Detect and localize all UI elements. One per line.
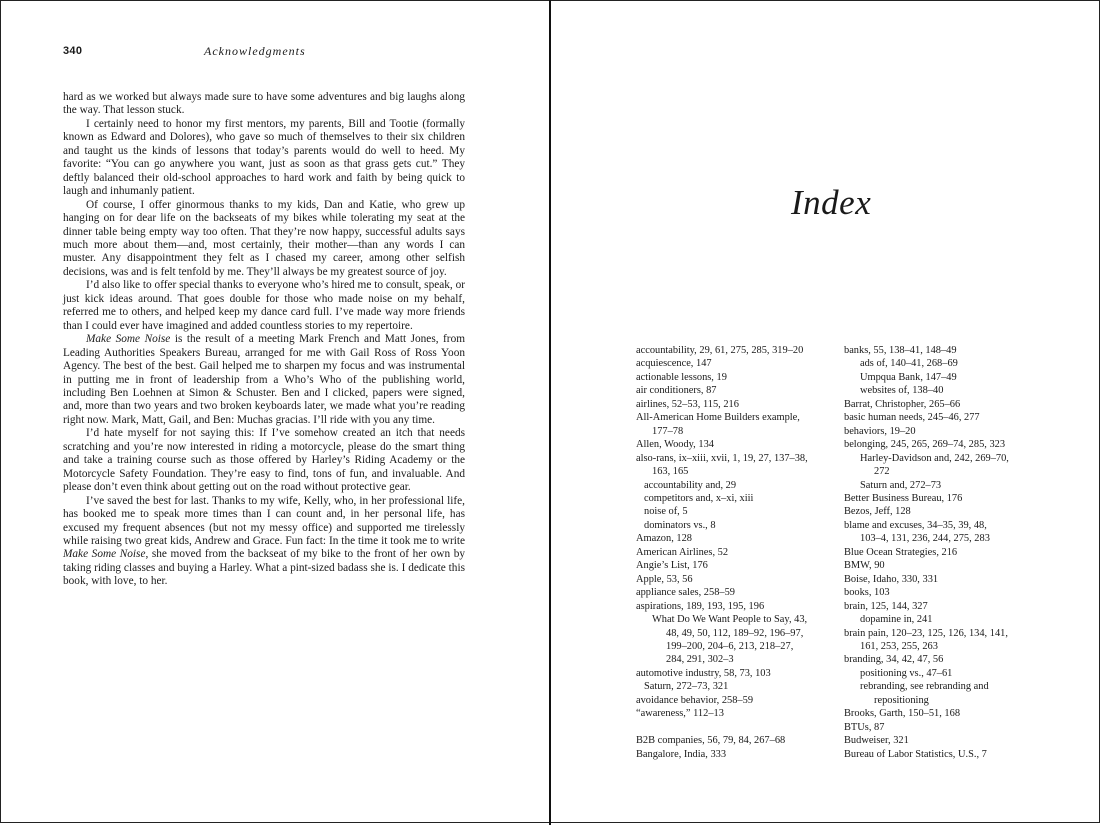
index-entry-text: automotive industry, 58, 73, 103 [636,667,771,679]
index-entry [844,573,1040,586]
paragraph-text: I’d also like to offer special thanks to everyone who’s hired me to consult, speak, or just kick ideas around. That goes double for those who made noise on my behalf, referred me to others, and helped keep my dance card full. I’ve made way more friends than I could ever have imagined and added countless stories to my repertoire. [63,279,465,332]
index-entry [844,627,1040,654]
paragraph-text: Of course, I offer ginormous thanks to my kids, Dan and Katie, who grew up hanging on for dear life on the backseats of my bikes while tolerating my seat at the dinner table being empty way too often. That they’re now happy, successful adults says much more about them—and, most certainly, their mother—than any words I can muster. Any disappointment they felt as I chased my career, among other selfish decisions, was and is felt tenfold by me. They’ll always be my greatest source of joy. [63,198,465,278]
index-entry-text: also-rans, ix–xiii, xvii, 1, 19, 27, 137–38, [636,452,808,464]
index-subentry [844,680,1040,707]
index-entry-text: accountability, 29, 61, 275, 285, 319–20 [636,345,804,356]
index-title: Index [791,183,872,222]
index-entry [636,586,836,599]
index-column-left [636,344,836,761]
index-entry-text: Allen, Woody, 134 [636,439,714,451]
index-entry-text: What Do We Want People to Say, 43, [652,614,808,626]
index-subentry [636,680,836,693]
index-entry-text: American Airlines, 52 [636,546,729,558]
index-subentry [844,357,1040,370]
index-entry-text: noise of, 5 [644,506,688,518]
index-entry [844,721,1040,734]
index-entry-text: Angie’s List, 176 [636,560,708,572]
index-entry-text: actionable lessons, 19 [636,371,727,383]
acknowledgments-body [63,91,465,589]
index-subentry [636,519,836,532]
index-entry [636,371,836,384]
index-entry-text: blame and excuses, 34–35, 39, 48, [844,519,987,531]
index-entry-text: acquiescence, 147 [636,358,712,370]
index-entry [844,748,1040,761]
index-entry-text: Saturn, 272–73, 321 [644,681,729,693]
index-entry [636,411,836,438]
index-entry [844,707,1040,720]
index-entry-text: banks, 55, 138–41, 148–49 [844,345,957,356]
index-subentry [844,384,1040,397]
paragraph-text: hard as we worked but always made sure to have some adventures and big laughs along the way. That lesson stuck. [63,91,465,117]
index-entry-text: appliance sales, 258–59 [636,587,735,599]
index-subentry [844,613,1040,626]
index-column-right [844,344,1040,761]
index-entry-text: air conditioners, 87 [636,385,717,397]
index-entry-text: Brooks, Garth, 150–51, 168 [844,708,961,720]
index-entry [844,411,1040,424]
index-subentry [636,613,836,667]
index-entry-text: 284, 291, 302–3 [666,654,734,666]
paragraph-text: I certainly need to honor my first mentors, my parents, Bill and Tootie (formally known as Edward and Dolores), who gave so much of themselves to their six children and taught us the kinds of lessons that today’s parents would do well to heed. My favorite: “You can go anywhere you want, just as soon as that grass gets cut.” They deftly balanced their old-school approaches to hard work and faith by being quick to laugh and inhumanly patient. [63,117,465,198]
paragraph [63,279,465,333]
index-entry-text: Amazon, 128 [636,533,692,545]
gutter-divider [549,0,551,825]
index-entry-text: 177–78 [652,425,684,437]
paragraph-text: is the result of a meeting Mark French and Matt Jones, from Leading Authorities Speakers Bureau, arranged for me with Gail Ross of Ross Yoon Agency. The best of the best. Gail helped me to sharpen my focus and was instrumental in putting me in front of leadership from a Who’s Who of the publishing world, including Ben Loehnen at Simon & Schuster. Ben and I clicked, papers were signed, and, more than two years and two broken keyboards later, we made what you’re reading right now. Mark, Matt, Gail, and Ben: Muchas gracias. I’ll ride with you any time. [63,333,466,426]
index-entry-text: 163, 165 [652,466,689,478]
index-entry [636,600,836,613]
paragraph [63,91,465,118]
index-entry [636,694,836,707]
index-entry-text: brain pain, 120–23, 125, 126, 134, 141, [844,627,1008,639]
paragraph-text: I’ve saved the best for last. Thanks to my wife, Kelly, who, in her professional life, has booked me to speak more times than I can count and, in her personal life, has excused my frequent absences (but not my messy office) and supported me tirelessly while raising two great kids, Andrew and Grace. Fun fact: In the time it took me to write [63,494,465,547]
index-entry-text: basic human needs, 245–46, 277 [844,412,980,424]
index-entry-text: brain, 125, 144, 327 [844,600,928,612]
right-page [549,0,1100,823]
index-entry-text: 103–4, 131, 236, 244, 275, 283 [860,533,990,545]
index-entry [636,532,836,545]
index-entry [636,707,836,720]
index-entry-text [636,721,836,734]
index-entry [636,344,836,357]
paragraph [63,199,465,280]
index-entry [844,492,1040,505]
index-entry [844,398,1040,411]
index-subentry [844,371,1040,384]
index-entry [844,653,1040,666]
index-entry-text: BTUs, 87 [844,721,885,733]
index-entry [844,546,1040,559]
index-entry-text: behaviors, 19–20 [844,425,916,437]
index-entry [636,438,836,451]
index-entry-text: Barrat, Christopher, 265–66 [844,398,961,410]
index-entry-text: repositioning [874,694,929,706]
index-subentry [636,505,836,518]
index-entry [844,344,1040,357]
index-entry-text: positioning vs., 47–61 [860,667,953,679]
index-entry [844,425,1040,438]
index-entry-text: Bangalore, India, 333 [636,748,727,760]
index-entry [636,398,836,411]
index-entry-text: dopamine in, 241 [860,614,933,626]
paragraph-text: I’d hate myself for not saying this: If I’ve somehow created an itch that needs scratching and you’re now interested in riding a motorcycle, please do the smart thing and take a training course such as those offered by Harley’s Riding Academy or the Motorcycle Safety Foundation. They’re easy to find, tons of fun, and invaluable. And please don’t even think about getting out on the road without protective gear. [63,427,465,494]
index-subentry [636,492,836,505]
index-subentry [844,452,1040,479]
index-entry-text: Better Business Bureau, 176 [844,492,963,504]
index-entry [636,452,836,479]
index-entry [636,357,836,370]
index-entry-text: 199–200, 204–6, 213, 218–27, [666,640,794,652]
index-entry-text: Harley-Davidson and, 242, 269–70, [860,452,1009,464]
paragraph [63,118,465,199]
running-head: Acknowledgments [204,44,306,58]
index-entry-text: Bezos, Jeff, 128 [844,506,911,518]
index-entry-text: Boise, Idaho, 330, 331 [844,573,939,585]
index-entry-text: airlines, 52–53, 115, 216 [636,398,739,410]
paragraph [63,495,465,589]
index-entry-text: Budweiser, 321 [844,735,909,747]
index-entry [636,559,836,572]
index-entry [636,573,836,586]
index-entry-text: Umpqua Bank, 147–49 [860,371,957,383]
index-entry [844,586,1040,599]
index-entry [844,505,1040,518]
index-entry-text: ads of, 140–41, 268–69 [860,358,958,370]
index-entry [844,734,1040,747]
index-entry-text: books, 103 [844,587,890,599]
paragraph-text: , she moved from the backseat of my bike to the front of her own by taking riding classes and buying a Harley. What a pint-sized badass she is. I dedicate this book, with love, to her. [63,548,465,588]
index-entry-text: BMW, 90 [844,560,885,572]
index-entry [636,384,836,397]
index-entry [844,600,1040,613]
index-entry-text: dominators vs., 8 [644,519,716,531]
index-entry-text: Apple, 53, 56 [636,573,693,585]
index-entry-text: All-American Home Builders example, [636,412,800,424]
index-entry [844,519,1040,546]
index-entry [636,721,836,734]
index-entry-text: B2B companies, 56, 79, 84, 267–68 [636,735,786,747]
index-entry-text: 272 [874,466,890,478]
index-entry [636,734,836,747]
index-entry-text: aspirations, 189, 193, 195, 196 [636,600,765,612]
index-entry-text: avoidance behavior, 258–59 [636,694,754,706]
index-entry [636,667,836,680]
left-page [0,0,551,823]
index-entry-text: 48, 49, 50, 112, 189–92, 196–97, [666,627,804,639]
index-entry-text: rebranding, see rebranding and [860,681,989,693]
index-entry-text: Blue Ocean Strategies, 216 [844,546,958,558]
book-title-italic: Make Some Noise [63,548,146,561]
index-entry-text: accountability and, 29 [644,479,737,491]
index-entry-text: websites of, 138–40 [860,385,944,397]
index-subentry [844,479,1040,492]
index-subentry [636,479,836,492]
index-entry-text: competitors and, x–xi, xiii [644,492,754,504]
paragraph [63,333,465,427]
page-number: 340 [63,45,83,57]
index-entry-text: Bureau of Labor Statistics, U.S., 7 [844,748,987,760]
index-entry-text: “awareness,” 112–13 [636,708,724,720]
index-entry-text: branding, 34, 42, 47, 56 [844,654,944,666]
index-entry-text: belonging, 245, 265, 269–74, 285, 323 [844,439,1006,451]
index-entry [636,546,836,559]
index-entry [844,559,1040,572]
paragraph [63,427,465,494]
book-title-italic: Make Some Noise [86,333,171,346]
index-entry-text: 161, 253, 255, 263 [860,640,938,652]
index-entry [844,438,1040,451]
index-entry [636,748,836,761]
index-subentry [844,667,1040,680]
index-entry-text: Saturn and, 272–73 [860,479,942,491]
